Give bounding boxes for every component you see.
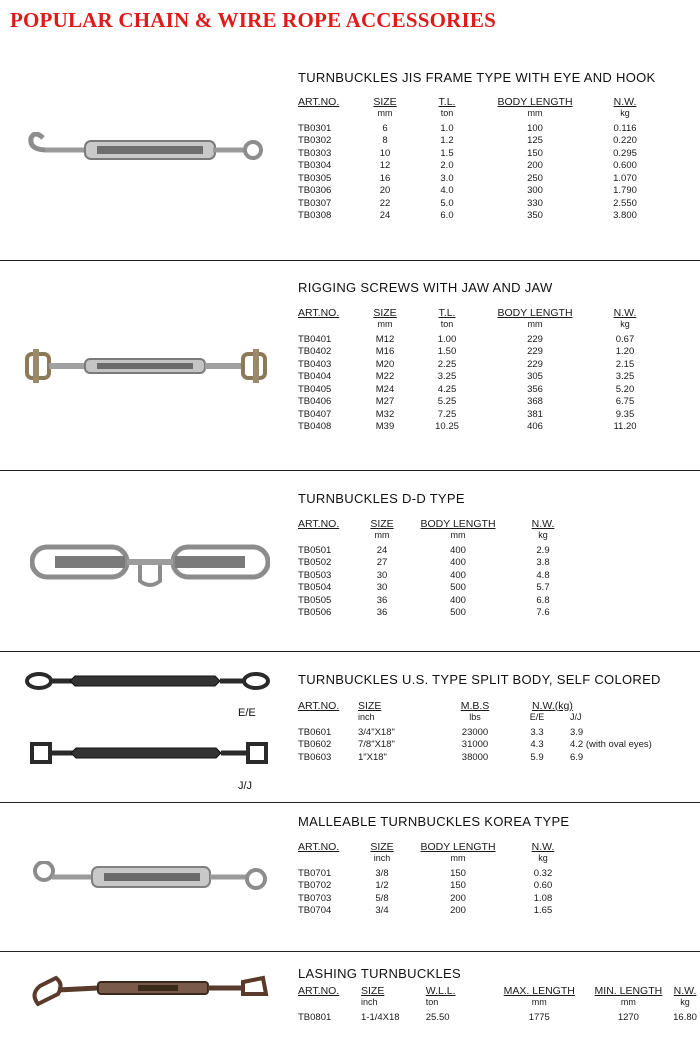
table-row: TB0503 30 400 4.8 (298, 569, 550, 581)
col-header: M.B.S (460, 699, 490, 712)
unit-cell: E/E (529, 712, 545, 722)
section-dd-type (0, 471, 700, 652)
col-header: BODY LENGTH (497, 306, 573, 319)
table-row: TB0302 8 1.2 125 0.220 (298, 135, 637, 147)
col-header: W.L.L. (425, 984, 456, 997)
table-row: TB0501 24 400 2.9 (298, 544, 550, 556)
unit-cell: mm (450, 853, 466, 863)
section-title: MALLEABLE TURNBUCKLES KOREA TYPE (298, 814, 570, 829)
table-row: TB0502 27 400 3.8 (298, 557, 550, 569)
col-header: N.W. (613, 306, 637, 319)
table-row: TB0303 10 1.5 150 0.295 (298, 147, 637, 159)
unit-cell: mm (377, 319, 393, 329)
unit-cell: kg (620, 108, 630, 118)
col-header: N.W. (613, 95, 637, 108)
unit-cell: ton (440, 319, 454, 329)
section-title: TURNBUCKLES JIS FRAME TYPE WITH EYE AND HOOK (298, 70, 656, 85)
unit-cell: mm (450, 530, 466, 540)
table-row: TB0401 M12 1.00 229 0.67 (298, 333, 635, 345)
table-row: TB0301 6 1.0 100 0.116 (298, 122, 637, 134)
unit-cell: kg (620, 319, 630, 329)
col-header: MIN. LENGTH (594, 984, 663, 997)
ee-label: E/E (238, 707, 256, 719)
col-header: N.W. (531, 840, 555, 853)
rigging-screw-illustration (25, 346, 270, 391)
col-header: ART.NO. (298, 984, 340, 997)
section-title: TURNBUCKLES D-D TYPE (298, 491, 465, 506)
unit-cell: mm (527, 319, 543, 329)
col-header: T.L. (438, 95, 456, 108)
spec-table (296, 517, 578, 619)
table-row: TB0405 M24 4.25 356 5.20 (298, 383, 635, 395)
spec-table (296, 840, 578, 917)
unit-cell: inch (358, 712, 375, 722)
unit-cell: kg (538, 853, 548, 863)
unit-cell: mm (620, 997, 636, 1007)
section-jis-frame (0, 50, 700, 261)
table-row: TB0304 12 2.0 200 0.600 (298, 160, 637, 172)
unit-cell: mm (531, 997, 547, 1007)
table-row: TB0404 M22 3.25 305 3.25 (298, 371, 635, 383)
col-header: BODY LENGTH (420, 840, 496, 853)
col-header: N.W. (531, 517, 555, 530)
col-header: SIZE (361, 984, 385, 997)
section-us-type (0, 652, 700, 803)
table-row: TB0703 5/8 200 1.08 (298, 892, 553, 904)
section-title: TURNBUCKLES U.S. TYPE SPLIT BODY, SELF COLORED (298, 672, 661, 687)
jj-label: J/J (238, 780, 253, 792)
spec-table (296, 306, 660, 433)
col-header: MAX. LENGTH (503, 984, 575, 997)
unit-cell: ton (440, 108, 454, 118)
col-header: ART.NO. (298, 306, 340, 319)
spec-table (296, 699, 680, 764)
section-title: LASHING TURNBUCKLES (298, 966, 461, 981)
unit-cell: inch (373, 853, 391, 863)
unit-cell: mm (374, 530, 390, 540)
unit-cell: mm (527, 108, 543, 118)
unit-cell (296, 530, 356, 544)
col-header: SIZE (373, 95, 397, 108)
unit-cell: kg (680, 997, 690, 1007)
ee-turnbuckle-illustration (25, 670, 270, 697)
table-row: TB0506 36 500 7.6 (298, 607, 550, 619)
jj-turnbuckle-illustration (30, 740, 270, 771)
table-row: TB0701 3/8 150 0.32 (298, 867, 553, 879)
table-row: TB0505 36 400 6.8 (298, 594, 550, 606)
table-row: TB0307 22 5.0 330 2.550 (298, 197, 637, 209)
table-row: TB0403 M20 2.25 229 2.15 (298, 358, 635, 370)
korea-turnbuckle-illustration (30, 861, 270, 896)
col-header: SIZE (358, 699, 382, 712)
table-row: TB0801 1-1/4X18 25.50 1775 1270 16.80 (298, 1011, 697, 1023)
unit-cell: ton (425, 997, 439, 1007)
table-row: TB0603 1"X18" 38000 5.9 6.9 (298, 751, 584, 763)
col-header: N.W. (673, 984, 697, 997)
table-row: TB0407 M32 7.25 381 9.35 (298, 408, 635, 420)
col-header: BODY LENGTH (420, 517, 496, 530)
unit-cell (296, 853, 356, 867)
col-header: ART.NO. (298, 840, 340, 853)
table-row: TB0408 M39 10.25 406 11.20 (298, 421, 637, 433)
section-malleable-korea (0, 803, 700, 952)
unit-cell: kg (538, 530, 548, 540)
unit-cell: J/J (570, 712, 582, 722)
page-title: POPULAR CHAIN & WIRE ROPE ACCESSORIES (10, 8, 497, 32)
unit-cell: inch (361, 997, 378, 1007)
dd-turnbuckle-illustration (30, 541, 270, 596)
col-header: SIZE (373, 306, 397, 319)
table-row: TB0602 7/8"X18" 31000 4.3 4.2 (with oval eyes) (298, 739, 652, 751)
table-row: TB0406 M27 5.25 368 6.75 (298, 396, 635, 408)
section-rigging-screws (0, 261, 700, 471)
table-row: TB0402 M16 1.50 229 1.20 (298, 346, 635, 358)
jis-turnbuckle-illustration (25, 132, 270, 173)
table-row: TB0704 3/4 200 1.65 (298, 905, 553, 917)
table-row: TB0308 24 6.0 350 3.800 (298, 210, 637, 222)
col-header: N.W.(kg) (532, 699, 573, 712)
unit-cell (296, 319, 356, 333)
unit-cell (296, 997, 359, 1011)
col-header: ART.NO. (298, 95, 340, 108)
section-lashing (0, 952, 700, 1054)
section-title: RIGGING SCREWS WITH JAW AND JAW (298, 280, 553, 295)
col-header: BODY LENGTH (497, 95, 573, 108)
col-header: SIZE (370, 517, 394, 530)
col-header: T.L. (438, 306, 456, 319)
col-header: ART.NO. (298, 699, 340, 712)
table-row: TB0306 20 4.0 300 1.790 (298, 185, 637, 197)
table-row: TB0305 16 3.0 250 1.070 (298, 172, 637, 184)
table-row: TB0702 1/2 150 0.60 (298, 880, 553, 892)
lashing-turnbuckle-illustration (28, 974, 273, 1015)
unit-cell (296, 712, 356, 726)
col-header: ART.NO. (298, 517, 340, 530)
unit-cell: mm (377, 108, 393, 118)
unit-cell: lbs (469, 712, 481, 722)
spec-table (296, 984, 700, 1024)
table-row: TB0504 30 500 5.7 (298, 582, 550, 594)
unit-cell (296, 108, 356, 122)
table-row: TB0601 3/4"X18" 23000 3.3 3.9 (298, 726, 584, 738)
col-header: SIZE (370, 840, 394, 853)
spec-table (296, 95, 660, 222)
